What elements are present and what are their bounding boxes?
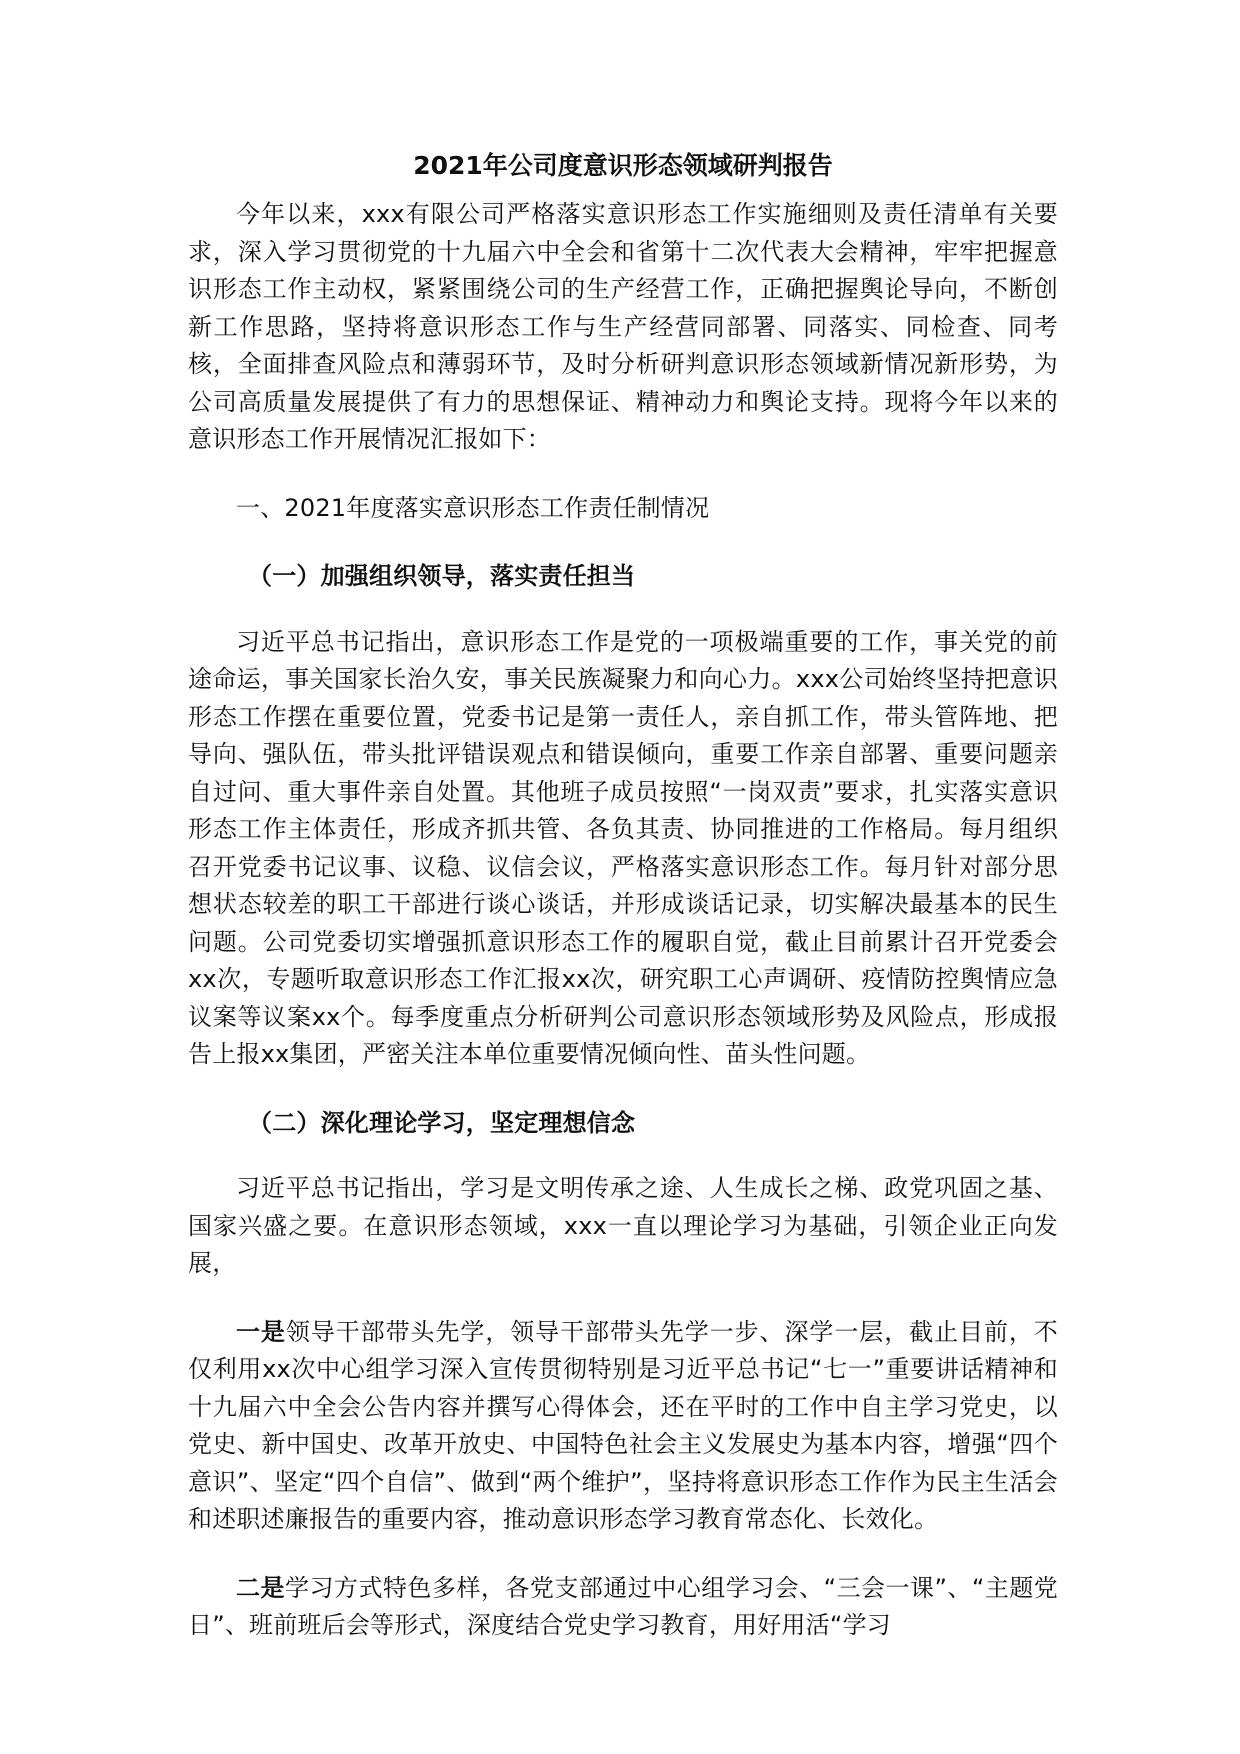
point-1-paragraph	[188, 1314, 1058, 1539]
point-1-lead: 一是	[236, 1317, 286, 1346]
document-title: 2021年公司度意识形态领域研判报告	[413, 151, 833, 180]
section-1-heading: 一、2021年度落实意识形态工作责任制情况	[236, 493, 710, 522]
intro-paragraph: 今年以来，xxx有限公司严格落实意识形态工作实施细则及责任清单有关要求，深入学习贯彻党的十九届六中全会和省第十二次代表大会精神，牢牢把握意识形态工作主动权，紧紧围绕公司的生产经营工作，正确把握舆论导向，不断创新工作思路，坚持将意识形态工作与生产经营同部署、同落实、同检查、同考核，全面排查风险点和薄弱环节，及时分析研判意识形态领域新情况新形势，为公司高质量发展提供了有力的思想保证、精神动力和舆论支持。现将今年以来的意识形态工作开展情况汇报如下：	[188, 200, 1058, 453]
point-2-paragraph	[188, 1570, 1058, 1645]
subsection-2-body: 习近平总书记指出，学习是文明传承之途、人生成长之梯、政党巩固之基、国家兴盛之要。在意识形态领域，xxx一直以理论学习为基础，引领企业正向发展，	[188, 1174, 1058, 1277]
subsection-1-body: 习近平总书记指出，意识形态工作是党的一项极端重要的工作，事关党的前途命运，事关国家长治久安，事关民族凝聚力和向心力。xxx公司始终坚持把意识形态工作摆在重要位置，党委书记是第一责任人，亲自抓工作，带头管阵地、把导向、强队伍，带头批评错误观点和错误倾向，重要工作亲自部署、重要问题亲自过问、重大事件亲自处置。其他班子成员按照“一岗双责”要求，扎实落实意识形态工作主体责任，形成齐抓共管、各负其责、协同推进的工作格局。每月组织召开党委书记议事、议稳、议信会议，严格落实意识形态工作。每月针对部分思想状态较差的职工干部进行谈心谈话，并形成谈话记录，切实解决最基本的民生问题。公司党委切实增强抓意识形态工作的履职自觉，截止目前累计召开党委会xx次，专题听取意识形态工作汇报xx次，研究职工心声调研、疫情防控舆情应急议案等议案xx个。每季度重点分析研判公司意识形态领域形势及风险点，形成报告上报xx集团，严密关注本单位重要情况倾向性、苗头性问题。	[188, 627, 1058, 1068]
subsection-1-heading: （一）加强组织领导，落实责任担当	[248, 562, 636, 590]
document-page	[188, 146, 1058, 1645]
subsection-2-heading: （二）深化理论学习，坚定理想信念	[248, 1108, 636, 1137]
point-1-body: 领导干部带头先学，领导干部带头先学一步、深学一层，截止目前，不仅利用xx次中心组学习深入宣传贯彻特别是习近平总书记“七一”重要讲话精神和十九届六中全会公告内容并撰写心得体会，还在平时的工作中自主学习党史，以党史、新中国史、改革开放史、中国特色社会主义发展史为基本内容，增强“四个意识”、坚定“四个自信”、做到“两个维护”，坚持将意识形态工作作为民主生活会和述职述廉报告的重要内容，推动意识形态学习教育常态化、长效化。	[188, 1317, 1059, 1533]
point-2-body: 学习方式特色多样，各党支部通过中心组学习会、“三会一课”、“主题党日”、班前班后会等形式，深度结合党史学习教育，用好用活“学习	[188, 1573, 1059, 1639]
point-2-lead: 二是	[236, 1573, 285, 1602]
